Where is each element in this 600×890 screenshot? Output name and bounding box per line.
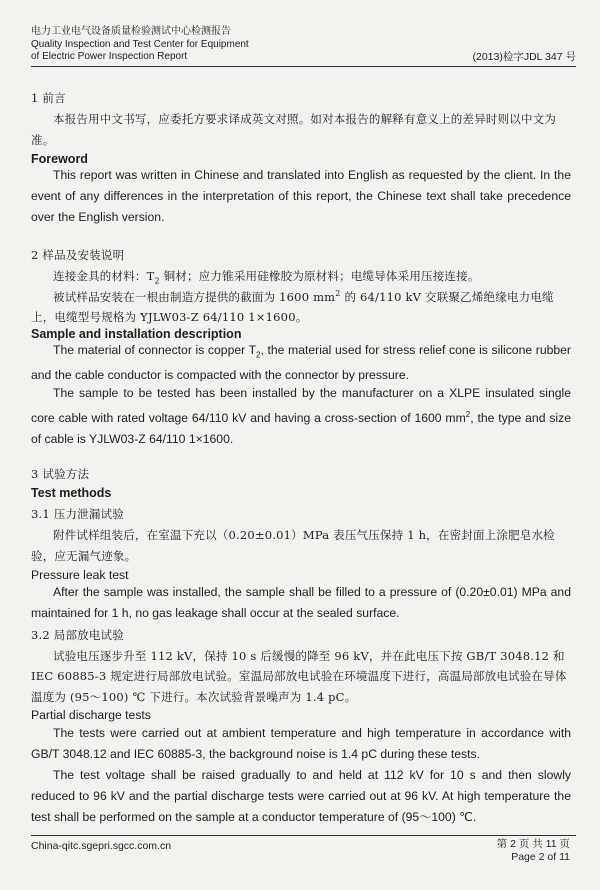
org-name-cn: 电力工业电气设备质量检验测试中心检测报告 <box>31 26 231 37</box>
section-3-2-heading-cn: 3.2 局部放电试验 <box>31 628 124 642</box>
pd-test-heading-en: Partial discharge tests <box>31 708 151 722</box>
installation-desc-cn-line2: 上，电缆型号规格为 YJLW03-Z 64/110 1×1600。 <box>31 310 308 324</box>
pressure-test-body-en: After the sample was installed, the sample shall be filled to a pressure of (0.20±0.01) MPa and maintained for 1 h, no gas leakage shall occur at the sealed surface. <box>31 585 571 620</box>
sample-heading-en: Sample and installation description <box>31 327 242 341</box>
pressure-test-cn-line1: 附件试样组装后，在室温下充以（0.20±0.01）MPa 表压气压保持 1 h，在密封面上涂肥皂水检 <box>53 528 555 542</box>
footer-website: China-qitc.sgepri.sgcc.com.cn <box>31 840 172 852</box>
pressure-test-cn-line2: 验，应无漏气迹象。 <box>31 549 137 563</box>
pd-test-cn-line1: 试验电压逐步升至 112 kV，保持 10 s 后缓慢的降至 96 kV，并在此电压下按 GB/T 3048.12 和 <box>53 649 565 663</box>
org-name-en-line2: of Electric Power Inspection Report <box>31 51 188 62</box>
installation-desc-en: The sample to be tested has been installed by the manufacturer on a XLPE insulated single core cable with rated voltage 64/110 kV and having a cross-section of 1600 $mm^2$, the type and size of cable is YJLW03-Z 64/110 1×1600. <box>31 386 572 447</box>
pd-test-cn-line3: 温度为 (95～100) ℃ 下进行。本次试验背景噪声为 1.4 pC。 <box>31 690 357 704</box>
header-divider <box>31 66 576 67</box>
foreword-cn-line2: 准。 <box>31 133 55 147</box>
org-name-en-line1: Quality Inspection and Test Center for Equipment <box>31 38 249 50</box>
report-number: (2013)检字JDL 347 号 <box>472 51 576 63</box>
pd-test-body-en-1: The tests were carried out at ambient temperature and high temperature in accordance with GB/T 3048.12 and IEC 60885-3, the background noise is 1.4 pC during these tests. <box>31 726 571 761</box>
material-desc-cn: 连接金具的材料：$T_2$ 铜材；应力锥采用硅橡胶为原材料；电缆导体采用压接连接。 <box>53 269 480 286</box>
section-1-heading-cn: 1 前言 <box>31 91 66 105</box>
page-number <box>497 838 570 864</box>
page-header <box>31 26 576 64</box>
material-desc-en: The material of connector is copper $T_2$, the material used for stress relief cone is silicone rubber and the cable conductor is compacted with the connector by pressure. <box>31 343 571 383</box>
footer-divider <box>31 835 576 836</box>
foreword-heading-en: Foreword <box>31 152 88 166</box>
section-2-heading-cn: 2 样品及安装说明 <box>31 248 125 262</box>
section-3-heading-cn: 3 试验方法 <box>31 467 90 481</box>
page-number-cn: 第 2 页 共 11 页 <box>496 838 570 850</box>
installation-desc-cn-line1: 被试样品安装在一根由制造方提供的截面为 1600 $mm^2$ 的 64/110 kV 交联聚乙烯绝缘电力电缆 <box>53 289 554 304</box>
page-number-en: Page 2 of 11 <box>511 851 570 863</box>
foreword-body-en: This report was written in Chinese and translated into English as requested by the client. In the event of any differences in the interpretation of this report, the Chinese text shall take precedence over the English version. <box>31 168 571 224</box>
section-3-1-heading-cn: 3.1 压力泄漏试验 <box>31 507 124 521</box>
pressure-test-heading-en: Pressure leak test <box>31 568 129 582</box>
foreword-cn-line1: 本报告用中文书写，应委托方要求译成英文对照。如对本报告的解释有意义上的差异时则以中文为 <box>53 112 557 126</box>
pd-test-body-en-2: The test voltage shall be raised gradually to and held at 112 kV for 10 s and then slowly reduced to 96 kV and the partial discharge tests were carried out at 96 kV. At high temperature the test shall be performed on the sample at a conductor temperature of (95～100) ℃. <box>31 768 571 824</box>
test-methods-heading-en: Test methods <box>31 486 112 500</box>
pd-test-cn-line2: IEC 60885-3 规定进行局部放电试验。室温局部放电试验在环境温度下进行，高温局部放电试验在导体 <box>31 669 567 683</box>
